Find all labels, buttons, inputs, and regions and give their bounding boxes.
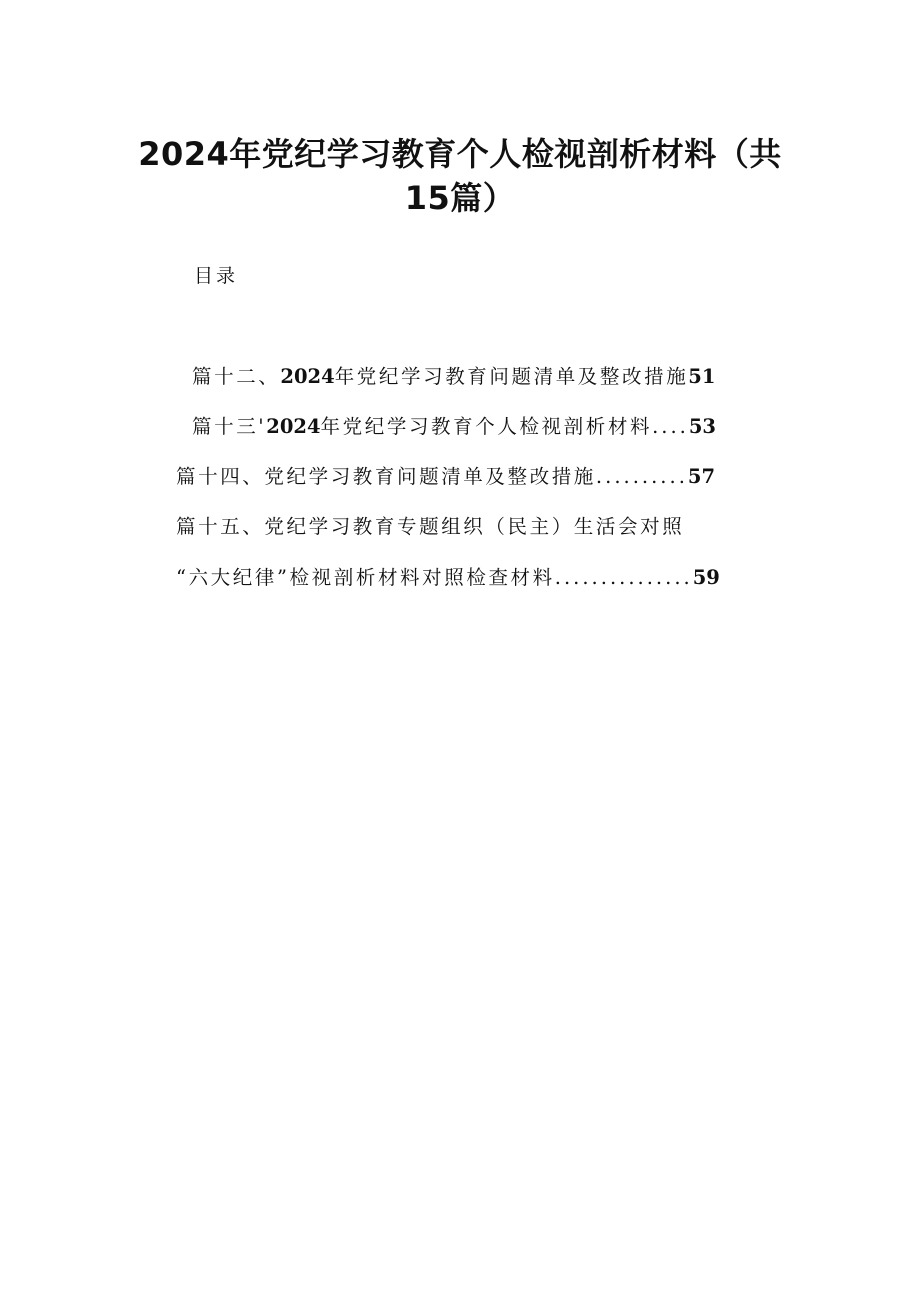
document-title-line-2: 15篇） xyxy=(404,179,516,217)
toc-entry-13[interactable] xyxy=(192,412,716,442)
toc-entry-leader: .......... xyxy=(595,465,688,488)
toc-entry-text: 年党纪学习教育个人检视剖析材料 xyxy=(320,415,653,438)
toc-entry-year: 2024 xyxy=(280,365,335,388)
toc-entry-leader: .... xyxy=(652,415,689,438)
toc-entry-15[interactable] xyxy=(176,512,684,542)
toc-entry-prefix: 篇十二、 xyxy=(192,365,281,388)
document-title-line-1: 2024年党纪学习教育个人检视剖析材料（共 xyxy=(138,135,782,173)
toc-entry-prefix: 篇十五、 xyxy=(176,515,265,538)
toc-entry-page-number: 53 xyxy=(688,415,716,438)
toc-entry-prefix: 篇十四、 xyxy=(176,465,265,488)
toc-entry-12[interactable] xyxy=(192,362,715,392)
document-title xyxy=(0,132,920,220)
toc-entry-text: “六大纪律”检视剖析材料对照检查材料 xyxy=(176,566,555,589)
toc-entry-15-continued[interactable] xyxy=(176,563,720,593)
toc-entry-page-number: 59 xyxy=(692,566,720,589)
toc-entry-text: 党纪学习教育专题组织（民主）生活会对照 xyxy=(264,515,685,538)
toc-entry-page-number: 51 xyxy=(688,365,716,388)
toc-entry-text: 年党纪学习教育问题清单及整改措施 xyxy=(334,365,689,388)
toc-entry-prefix: 篇十三' xyxy=(192,415,267,438)
toc-entry-page-number: 57 xyxy=(687,465,716,488)
toc-entry-text: 党纪学习教育问题清单及整改措施 xyxy=(264,465,596,488)
toc-entry-year: 2024 xyxy=(266,415,321,438)
toc-entry-leader: ............... xyxy=(554,566,693,589)
toc-heading: 目录 xyxy=(194,265,239,287)
toc-entry-14[interactable] xyxy=(176,462,715,492)
